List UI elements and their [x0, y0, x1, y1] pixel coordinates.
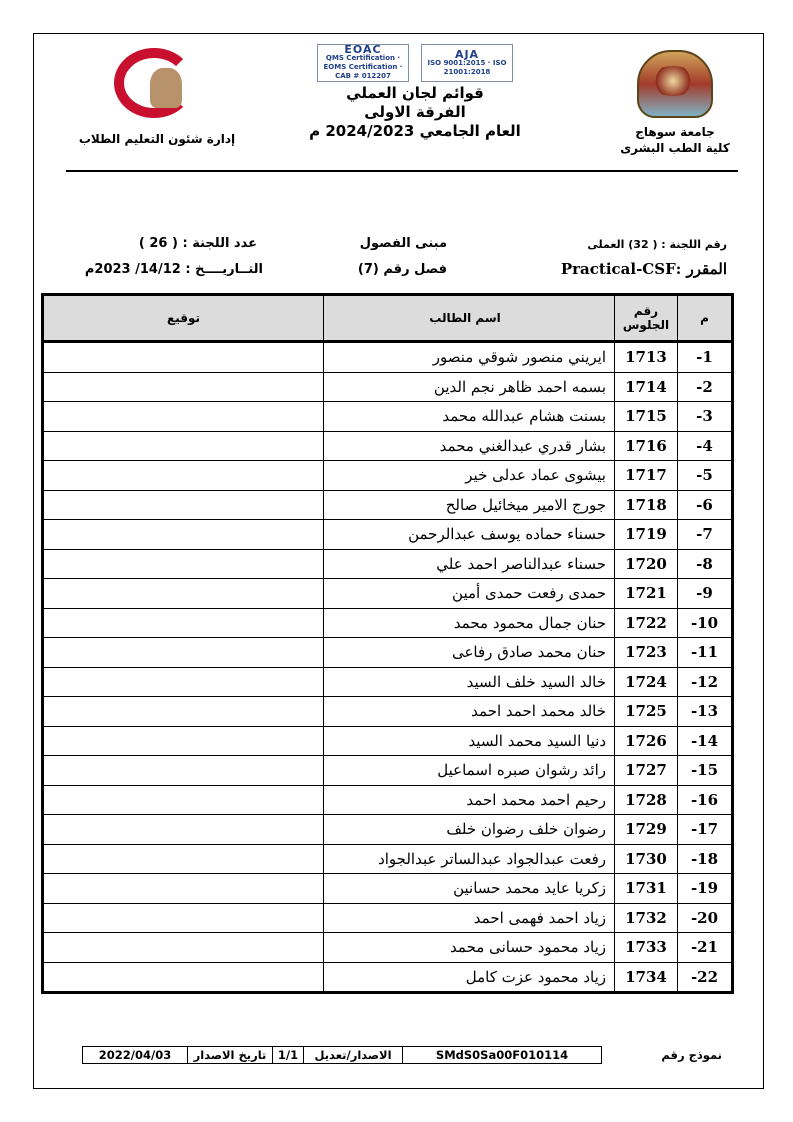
row-index: -17: [678, 815, 733, 845]
version-value: 1/1: [273, 1047, 304, 1064]
row-signature-cell: [43, 461, 324, 491]
aja-certification-logo: AJA ISO 9001:2015 · ISO 21001:2018: [421, 44, 513, 82]
row-seat-number: 1723: [615, 638, 678, 668]
row-index: -16: [678, 785, 733, 815]
row-student-name: زكريا عايد محمد حسانين: [324, 874, 615, 904]
table-row: [43, 962, 733, 993]
issue-date-label: تاريخ الاصدار: [188, 1047, 273, 1064]
row-index: -10: [678, 608, 733, 638]
table-row: [43, 490, 733, 520]
row-student-name: رضوان خلف رضوان خلف: [324, 815, 615, 845]
table-row: [43, 785, 733, 815]
row-seat-number: 1732: [615, 903, 678, 933]
row-index: -4: [678, 431, 733, 461]
row-signature-cell: [43, 638, 324, 668]
col-signature-header: توقيع: [43, 295, 324, 342]
row-signature-cell: [43, 667, 324, 697]
row-seat-number: 1713: [615, 342, 678, 373]
table-row: [43, 372, 733, 402]
academic-year: العام الجامعي 2024/2023 م: [309, 122, 521, 140]
department-name: إدارة شئون التعليم الطلاب: [78, 132, 236, 146]
table-header-row: [43, 295, 733, 342]
row-signature-cell: [43, 874, 324, 904]
row-seat-number: 1719: [615, 520, 678, 550]
row-signature-cell: [43, 431, 324, 461]
row-seat-number: 1727: [615, 756, 678, 786]
row-student-name: رحيم احمد محمد احمد: [324, 785, 615, 815]
row-student-name: خالد محمد احمد احمد: [324, 697, 615, 727]
row-signature-cell: [43, 815, 324, 845]
table-row: [43, 342, 733, 373]
col-seat-header: رقم الجلوس: [615, 295, 678, 342]
department-block: [72, 44, 242, 146]
row-student-name: رائد رشوان صبره اسماعيل: [324, 756, 615, 786]
row-seat-number: 1726: [615, 726, 678, 756]
table-row: [43, 520, 733, 550]
row-index: -1: [678, 342, 733, 373]
row-signature-cell: [43, 756, 324, 786]
row-index: -14: [678, 726, 733, 756]
row-seat-number: 1717: [615, 461, 678, 491]
row-signature-cell: [43, 903, 324, 933]
table-row: [43, 726, 733, 756]
row-seat-number: 1716: [615, 431, 678, 461]
university-crest-icon: [637, 50, 713, 118]
row-seat-number: 1721: [615, 579, 678, 609]
title-block: [290, 44, 540, 141]
row-seat-number: 1724: [615, 667, 678, 697]
table-row: [43, 549, 733, 579]
table-row: [43, 461, 733, 491]
col-index-header: م: [678, 295, 733, 342]
row-signature-cell: [43, 785, 324, 815]
row-student-name: خالد السيد خلف السيد: [324, 667, 615, 697]
row-index: -18: [678, 844, 733, 874]
row-student-name: رفعت عبدالجواد عبدالساتر عبدالجواد: [324, 844, 615, 874]
row-seat-number: 1718: [615, 490, 678, 520]
row-index: -9: [678, 579, 733, 609]
row-index: -19: [678, 874, 733, 904]
table-row: [43, 756, 733, 786]
university-name: جامعة سوهاج: [635, 125, 715, 139]
row-student-name: ايريني منصور شوقي منصور: [324, 342, 615, 373]
row-student-name: بيشوى عماد عدلى خير: [324, 461, 615, 491]
row-signature-cell: [43, 697, 324, 727]
header-divider: [66, 170, 738, 172]
row-index: -5: [678, 461, 733, 491]
row-student-name: زياد محمود عزت كامل: [324, 962, 615, 993]
row-student-name: حنان محمد صادق رفاعى: [324, 638, 615, 668]
row-student-name: دنيا السيد محمد السيد: [324, 726, 615, 756]
eoac-certification-logo: EOAC QMS Certification · EOMS Certification · CAB # 012207: [317, 44, 409, 82]
col-name-header: اسم الطالب: [324, 295, 615, 342]
row-student-name: بشار قدري عبدالغني محمد: [324, 431, 615, 461]
row-signature-cell: [43, 520, 324, 550]
form-number-label: نموذج رقم: [661, 1048, 722, 1062]
committee-number: رقم اللجنة : ( 32) العملى: [587, 238, 727, 251]
table-row: [43, 667, 733, 697]
exam-date: التــاريــــخ : 14/12/ 2023م: [84, 262, 263, 277]
row-seat-number: 1722: [615, 608, 678, 638]
row-student-name: زياد احمد فهمى احمد: [324, 903, 615, 933]
table-row: [43, 431, 733, 461]
year-level: الفرقة الاولى: [364, 103, 466, 121]
classroom-number: فصل رقم (7): [357, 262, 447, 277]
form-code: SMdS0Sa00F010114: [403, 1047, 602, 1064]
building-name: مبنى الفصول: [359, 236, 447, 251]
row-index: -13: [678, 697, 733, 727]
student-affairs-logo-icon: [102, 44, 212, 122]
certification-logos: [290, 44, 540, 82]
row-index: -3: [678, 402, 733, 432]
row-signature-cell: [43, 342, 324, 373]
row-index: -12: [678, 667, 733, 697]
row-student-name: حسناء حماده يوسف عبدالرحمن: [324, 520, 615, 550]
table-row: [43, 874, 733, 904]
row-signature-cell: [43, 579, 324, 609]
table-row: [43, 903, 733, 933]
row-index: -15: [678, 756, 733, 786]
row-seat-number: 1729: [615, 815, 678, 845]
row-index: -2: [678, 372, 733, 402]
row-index: -20: [678, 903, 733, 933]
version-label: الاصدار/تعديل: [304, 1047, 403, 1064]
table-row: [43, 815, 733, 845]
row-signature-cell: [43, 962, 324, 993]
row-signature-cell: [43, 372, 324, 402]
row-seat-number: 1734: [615, 962, 678, 993]
row-index: -7: [678, 520, 733, 550]
row-student-name: حسناء عبدالناصر احمد علي: [324, 549, 615, 579]
row-index: -21: [678, 933, 733, 963]
row-seat-number: 1731: [615, 874, 678, 904]
row-signature-cell: [43, 608, 324, 638]
table-row: [43, 844, 733, 874]
row-seat-number: 1714: [615, 372, 678, 402]
table-row: [43, 579, 733, 609]
row-signature-cell: [43, 844, 324, 874]
table-row: [43, 697, 733, 727]
row-student-name: حمدى رفعت حمدى أمين: [324, 579, 615, 609]
students-table: [41, 293, 734, 994]
row-index: -6: [678, 490, 733, 520]
row-student-name: زياد محمود حسانى محمد: [324, 933, 615, 963]
row-student-name: بسمه احمد ظاهر نجم الدين: [324, 372, 615, 402]
row-signature-cell: [43, 490, 324, 520]
table-row: [43, 933, 733, 963]
table-row: [43, 402, 733, 432]
document-title: قوائم لجان العملي: [346, 84, 484, 102]
row-signature-cell: [43, 402, 324, 432]
row-signature-cell: [43, 726, 324, 756]
row-signature-cell: [43, 933, 324, 963]
row-index: -8: [678, 549, 733, 579]
course-name: المقرر :Practical-CSF: [560, 260, 727, 278]
row-signature-cell: [43, 549, 324, 579]
form-footer: [82, 1046, 726, 1064]
row-student-name: بسنت هشام عبدالله محمد: [324, 402, 615, 432]
row-seat-number: 1730: [615, 844, 678, 874]
row-seat-number: 1725: [615, 697, 678, 727]
row-index: -22: [678, 962, 733, 993]
faculty-name: كلية الطب البشرى: [620, 141, 730, 155]
row-index: -11: [678, 638, 733, 668]
committee-count: عدد اللجنة : ( 26 ): [138, 236, 257, 251]
table-row: [43, 608, 733, 638]
university-block: [605, 50, 745, 156]
row-seat-number: 1728: [615, 785, 678, 815]
row-student-name: جورج الامير ميخائيل صالح: [324, 490, 615, 520]
issue-date-value: 2022/04/03: [83, 1047, 188, 1064]
row-seat-number: 1733: [615, 933, 678, 963]
table-row: [43, 638, 733, 668]
row-student-name: حنان جمال محمود محمد: [324, 608, 615, 638]
row-seat-number: 1715: [615, 402, 678, 432]
row-seat-number: 1720: [615, 549, 678, 579]
